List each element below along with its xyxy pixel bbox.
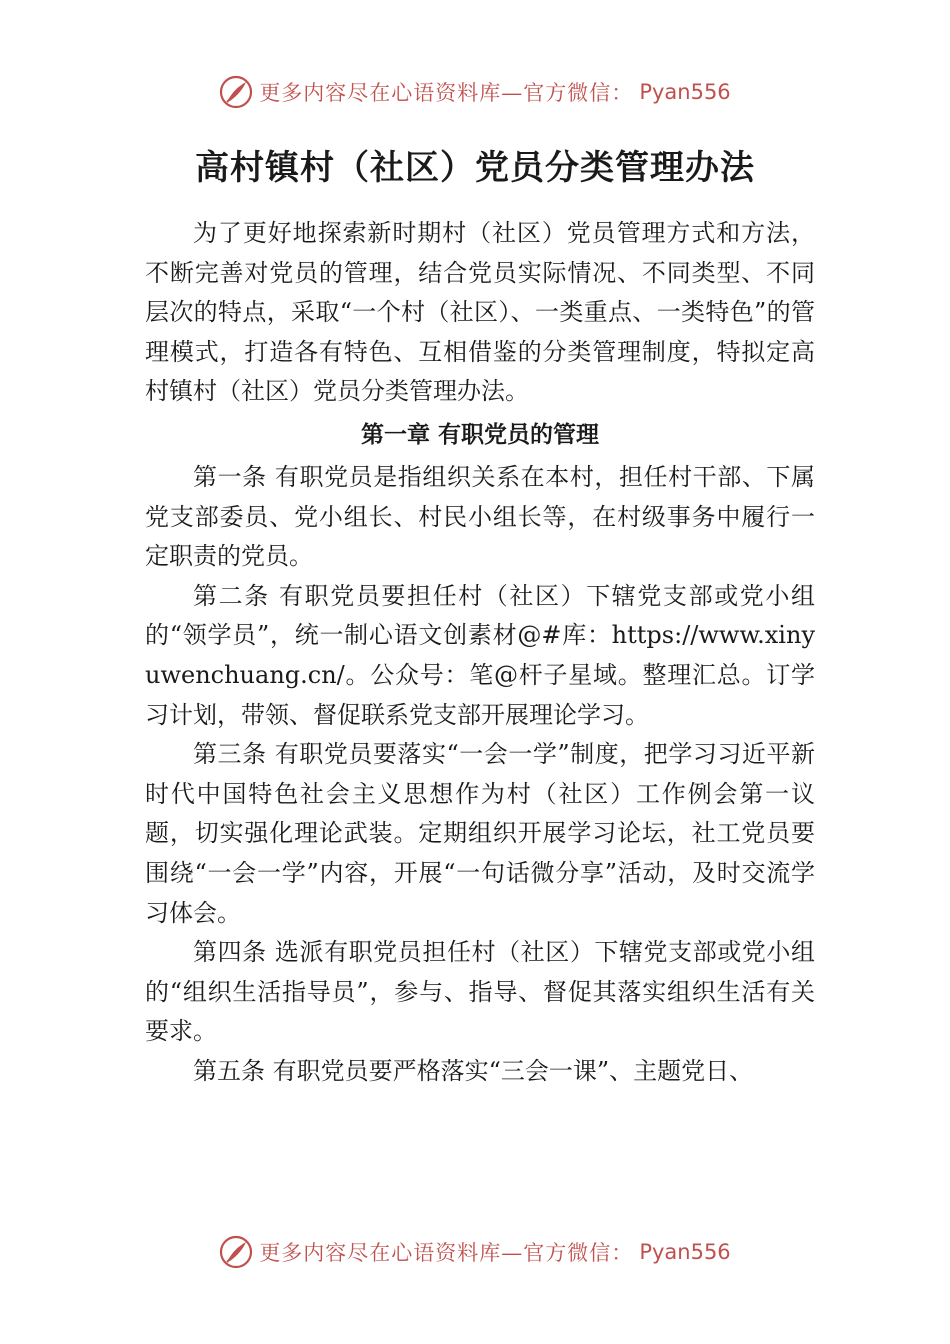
quill-pen-logo-icon <box>219 1235 253 1269</box>
banner-text: 更多内容尽在心语资料库—官方微信： <box>259 81 634 105</box>
chapter-heading: 第一章 有职党员的管理 <box>360 421 599 448</box>
banner-text: 更多内容尽在心语资料库—官方微信： <box>259 1241 634 1265</box>
document-title: 高村镇村（社区）党员分类管理办法 <box>195 148 755 188</box>
banner-wechat-id: Pyan556 <box>639 1240 731 1264</box>
article-1: 第一条 有职党员是指组织关系在本村，担任村干部、下属党支部委员、党小组长、村民小组长等，在村级事务中履行一定职责的党员。 <box>145 462 815 571</box>
quill-pen-logo-icon <box>219 75 253 109</box>
article-3: 第三条 有职党员要落实“一会一学”制度，把学习习近平新时代中国特色社会主义思想作为村（社区）工作例会第一议题，切实强化理论武装。定期组织开展学习论坛，社工党员要围绕“一会一学”内容，开展“一句话微分享”活动，及时交流学习体会。 <box>145 740 815 927</box>
intro-paragraph: 为了更好地探索新时期村（社区）党员管理方式和方法，不断完善对党员的管理，结合党员实际情况、不同类型、不同层次的特点，采取“一个村（社区）、一类重点、一类特色”的管理模式，打造各有特色、互相借鉴的分类管理制度，特拟定高村镇村（社区）党员分类管理办法。 <box>145 219 815 406</box>
article-5: 第五条 有职党员要严格落实“三会一课”、主题党日、 <box>193 1056 754 1085</box>
article-2: 第二条 有职党员要担任村（社区）下辖党支部或党小组的“领学员”，统一制心语文创素材@#库：https://www.xinyuwenchuang.cn/。公众号：笔@杆子星域。整理汇总。订学习计划，带领、督促联系党支部开展理论学习。 <box>145 581 815 729</box>
banner-wechat-id: Pyan556 <box>639 80 731 104</box>
footer-banner <box>0 1232 950 1272</box>
document-body <box>145 214 815 1091</box>
article-4: 第四条 选派有职党员担任村（社区）下辖党支部或党小组的“组织生活指导员”，参与、指导、督促其落实组织生活有关要求。 <box>145 938 815 1046</box>
header-banner <box>0 72 950 112</box>
